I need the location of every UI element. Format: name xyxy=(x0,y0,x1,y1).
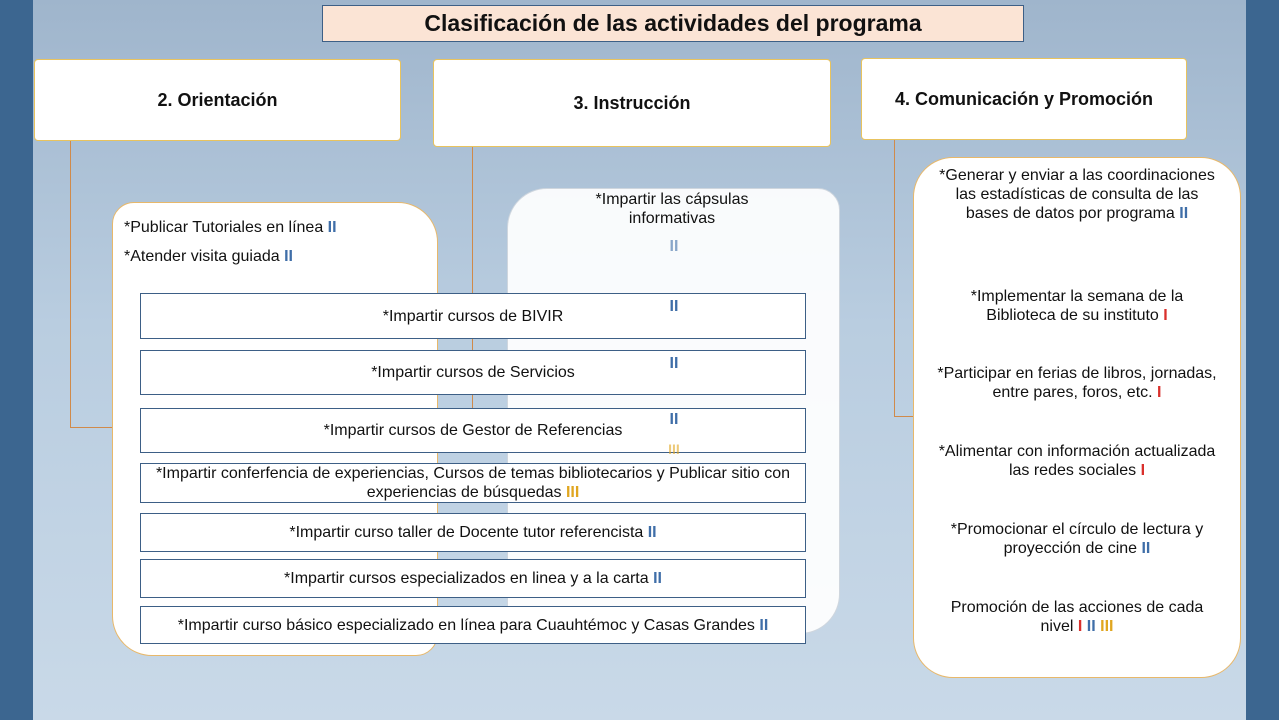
instruccion-item-text: *Impartir las cápsulas informativas xyxy=(595,191,749,227)
course-bar xyxy=(140,408,806,453)
header-orientacion xyxy=(34,59,401,141)
course-text xyxy=(289,523,656,542)
page-title xyxy=(322,5,1024,42)
level-marker: II xyxy=(669,411,679,428)
course-text-body: *Impartir conferfencia de experiencias, Cursos de temas bibliotecarios y Publicar sitio con experiencias de búsquedas xyxy=(155,465,791,501)
comunicacion-item-final xyxy=(917,598,1237,636)
level-marker: II xyxy=(653,570,662,587)
level-marker: III xyxy=(565,484,580,501)
header-instruccion xyxy=(433,59,831,147)
header-comunicacion xyxy=(861,58,1187,140)
course-text xyxy=(178,616,769,635)
comunicacion-item-text: Promoción de las acciones de cada nivel xyxy=(950,599,1204,635)
header-orientacion-label: 2. Orientación xyxy=(157,89,278,110)
level-marker: II xyxy=(1179,205,1189,222)
level-marker: I xyxy=(1163,307,1168,324)
comunicacion-item-text: *Promocionar el círculo de lectura y proyección de cine xyxy=(950,521,1204,557)
course-text: *Impartir cursos de Servicios xyxy=(371,364,575,381)
level-marker: II xyxy=(1141,540,1151,557)
course-text xyxy=(284,569,662,588)
course-text: *Impartir cursos de BIVIR xyxy=(382,307,564,325)
instruccion-item xyxy=(562,190,782,228)
course-text-body: *Impartir curso básico especializado en línea para Cuauhtémoc y Casas Grandes xyxy=(177,616,760,634)
level-marker: II xyxy=(669,355,679,372)
level-marker: II xyxy=(669,238,679,255)
comunicacion-item-text: *Alimentar con información actualizada las redes sociales xyxy=(938,443,1216,479)
orientacion-item-text: *Atender visita guiada xyxy=(124,248,285,265)
left-edge-band xyxy=(0,0,33,720)
comunicacion-item xyxy=(917,166,1237,223)
course-bar xyxy=(140,463,806,503)
level-marker: II xyxy=(284,248,293,265)
course-text-body: *Impartir curso taller de Docente tutor referencista xyxy=(289,524,648,541)
course-bar xyxy=(140,559,806,598)
course-bar xyxy=(140,606,806,644)
orientacion-item xyxy=(124,247,293,266)
page-title-text: Clasificación de las actividades del programa xyxy=(424,10,922,36)
header-comunicacion-label: 4. Comunicación y Promoción xyxy=(894,88,1154,109)
comunicacion-item-text: *Generar y enviar a las coordinaciones las estadísticas de consulta de las bases de datos por programa xyxy=(939,167,1215,222)
level-marker: I xyxy=(1157,384,1162,401)
course-bar xyxy=(140,513,806,552)
orientacion-item-text: *Publicar Tutoriales en línea xyxy=(124,219,328,236)
level-marker: II xyxy=(327,219,337,236)
course-text: *Impartir cursos de Gestor de Referencias xyxy=(323,422,623,439)
level-marker: II xyxy=(647,524,657,541)
orientacion-item xyxy=(124,218,337,237)
comunicacion-item-text: *Implementar la semana de la Biblioteca de su instituto xyxy=(970,288,1184,324)
level-marker: I xyxy=(1140,462,1146,479)
course-bar xyxy=(140,293,806,339)
comunicacion-item xyxy=(917,520,1237,558)
level-marker: II xyxy=(1086,618,1096,635)
comunicacion-item xyxy=(917,442,1237,480)
comunicacion-item xyxy=(917,364,1237,402)
level-marker: III xyxy=(668,441,680,457)
level-marker: II xyxy=(669,298,679,315)
course-bar xyxy=(140,350,806,395)
level-marker: II xyxy=(759,616,769,634)
comunicacion-item-text: *Participar en ferias de libros, jornadas, entre pares, foros, etc. xyxy=(937,365,1217,401)
level-marker: III xyxy=(1100,618,1114,635)
right-edge-band xyxy=(1246,0,1279,720)
header-instruccion-label: 3. Instrucción xyxy=(573,92,691,113)
comunicacion-item xyxy=(917,287,1237,325)
course-text xyxy=(147,464,799,502)
course-text-body: *Impartir cursos especializados en linea y a la carta xyxy=(284,570,654,587)
level-marker: I xyxy=(1077,618,1083,635)
